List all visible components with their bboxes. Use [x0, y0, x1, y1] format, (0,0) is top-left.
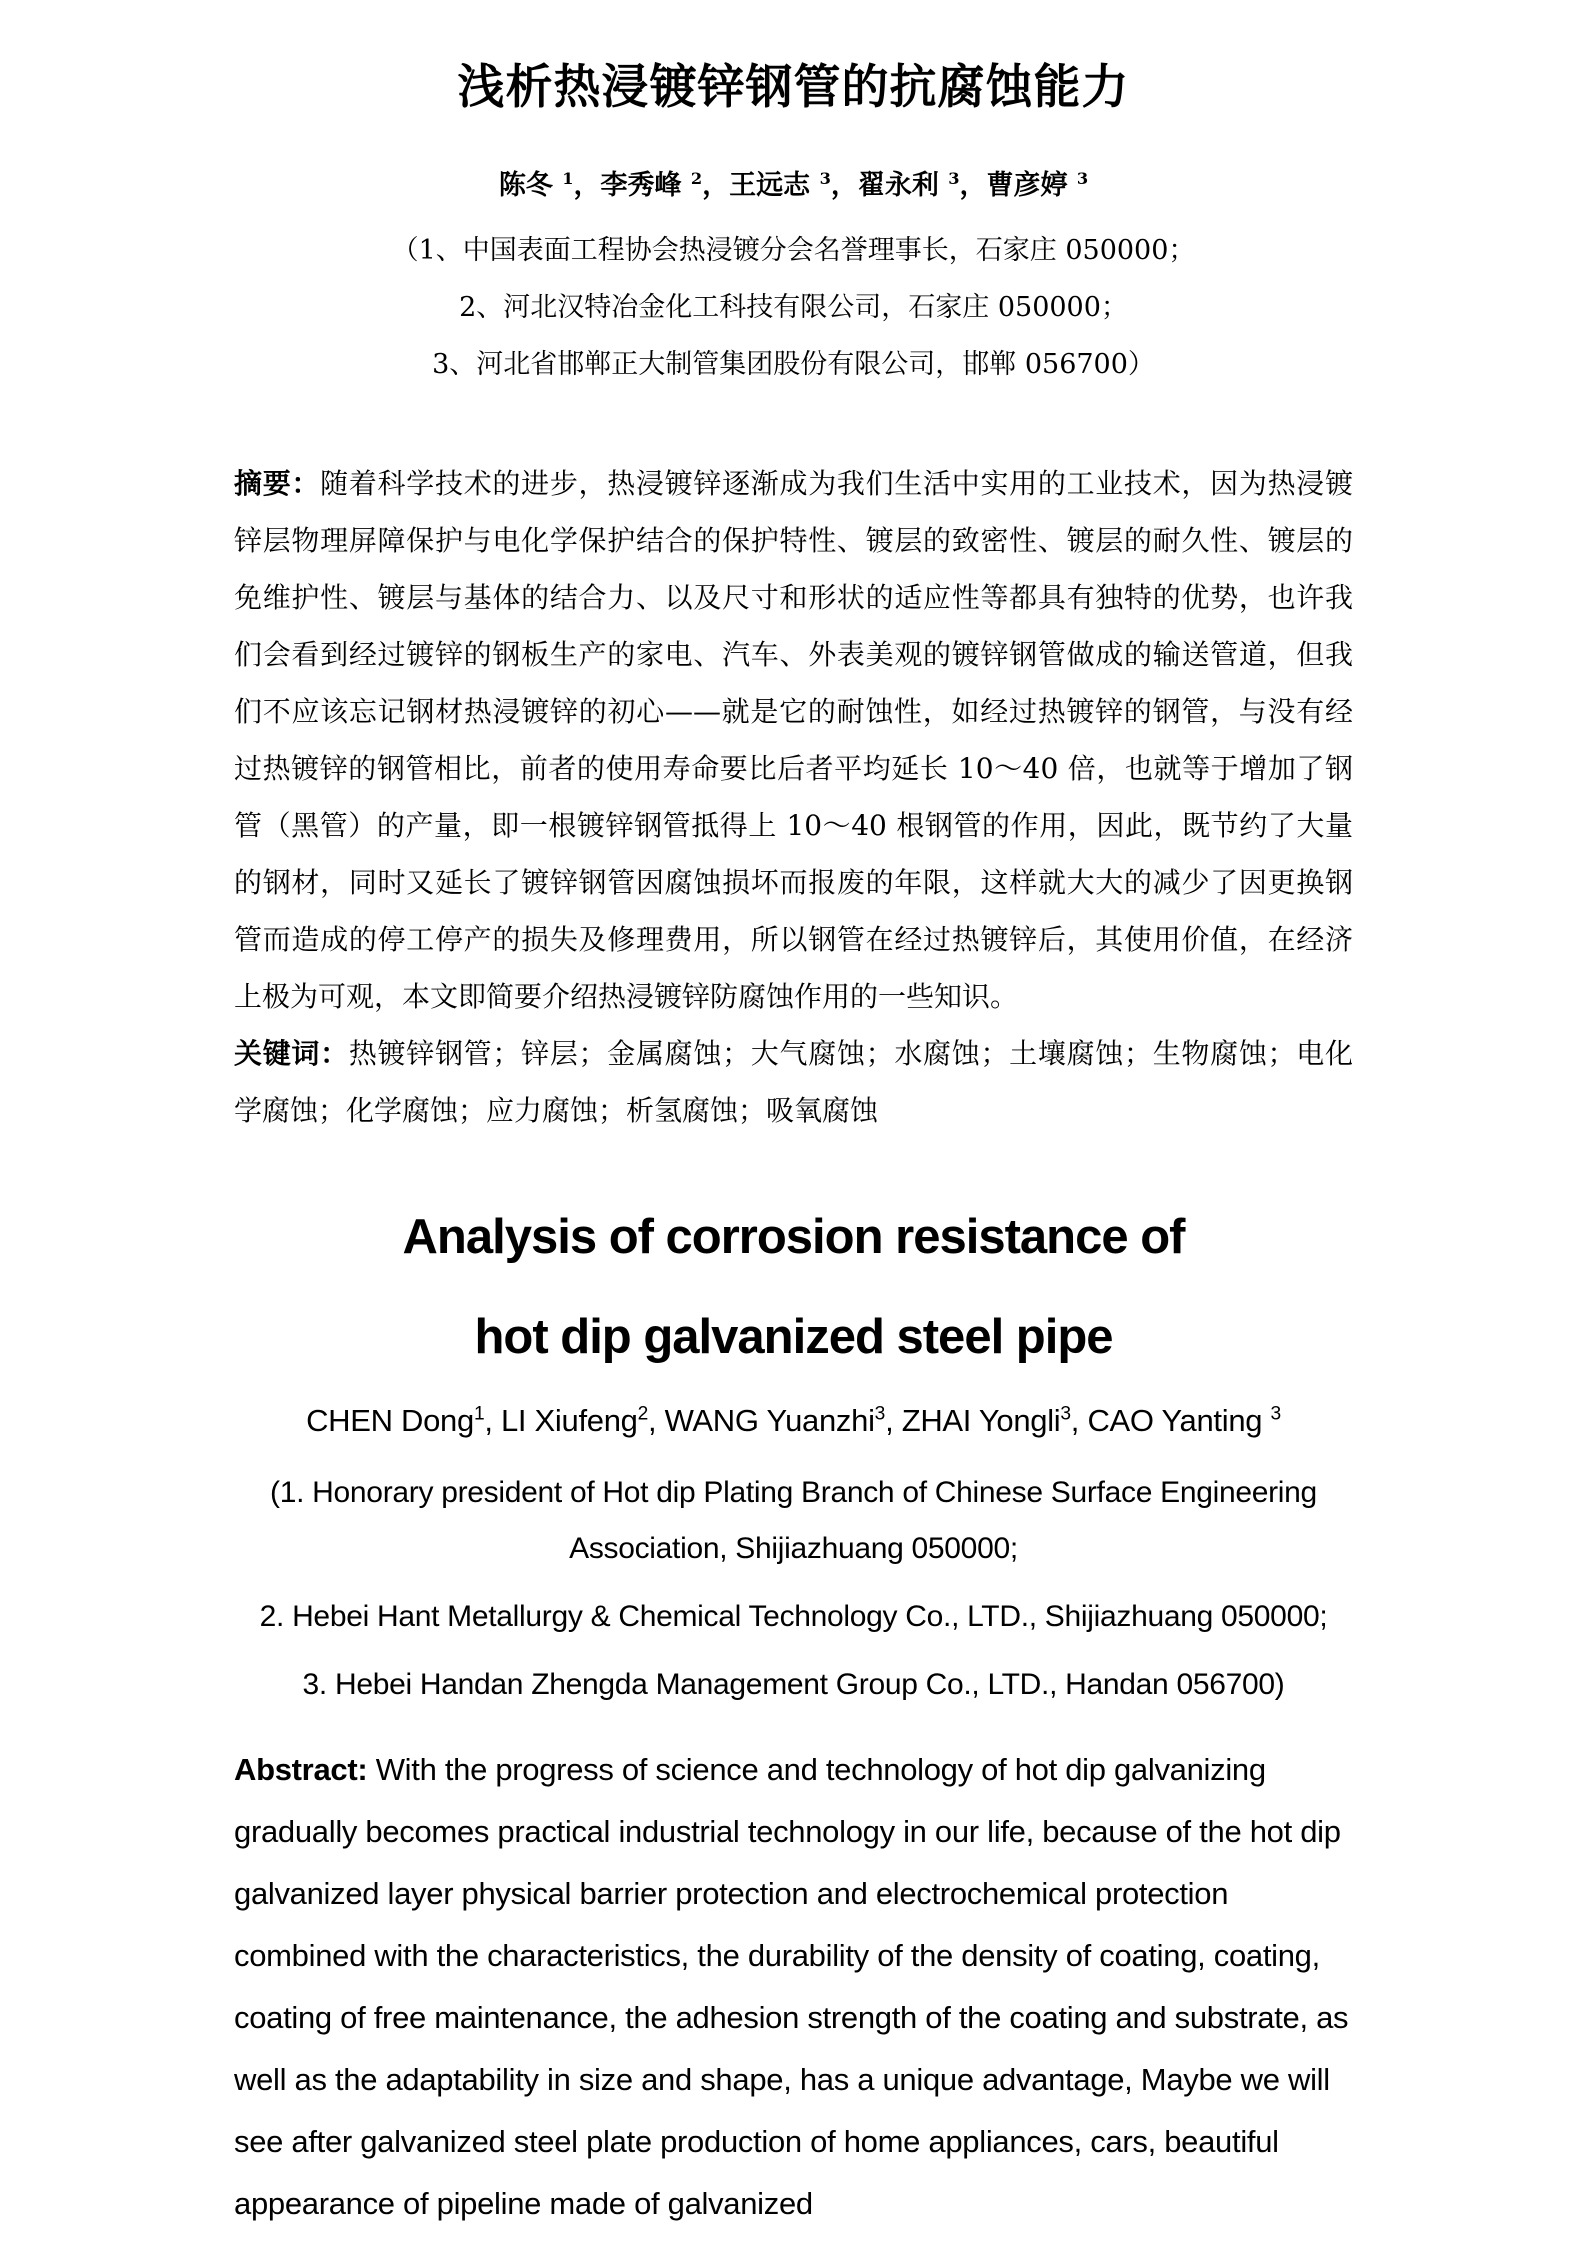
- english-affiliation-1: (1. Honorary president of Hot dip Plating Branch of Chinese Surface Engineering Association, Shijiazhuang 050000;: [270, 1476, 1317, 1565]
- chinese-affiliation-2: 2、河北汉特冶金化工科技有限公司，石家庄 050000；: [459, 292, 1128, 323]
- chinese-keywords-label: 关键词：: [234, 1037, 349, 1070]
- english-affiliation-2: 2. Hebei Hant Metallurgy & Chemical Technology Co., LTD., Shijiazhuang 050000;: [259, 1600, 1328, 1633]
- chinese-abstract-text: 随着科学技术的进步，热浸镀锌逐渐成为我们生活中实用的工业技术，因为热浸镀锌层物理屏障保护与电化学保护结合的保护特性、镀层的致密性、镀层的耐久性、镀层的免维护性、镀层与基体的结合力、以及尺寸和形状的适应性等都具有独特的优势，也许我们会看到经过镀锌的钢板生产的家电、汽车、外表美观的镀锌钢管做成的输送管道，但我们不应该忘记钢材热浸镀锌的初心——就是它的耐蚀性，如经过热镀锌的钢管，与没有经过热镀锌的钢管相比，前者的使用寿命要比后者平均延长 10～40 倍，也就等于增加了钢管（黑管）的产量，即一根镀锌钢管抵得上 10～40 根钢管的作用，因此，既节约了大量的钢材，同时又延长了镀锌钢管因腐蚀损坏而报废的年限，这样就大大的减少了因更换钢管而造成的停工停产的损失及修理费用，所以钢管在经过热镀锌后，其使用价值，在经济上极为可观，本文即简要介绍热浸镀锌防腐蚀作用的一些知识。: [234, 467, 1353, 1013]
- chinese-affiliation-3: 3、河北省邯郸正大制管集团股份有限公司，邯郸 056700）: [432, 349, 1155, 380]
- english-affiliation-3: 3. Hebei Handan Zhengda Management Group Co., LTD., Handan 056700): [302, 1668, 1285, 1701]
- chinese-affiliations: [234, 222, 1353, 393]
- chinese-abstract: [234, 455, 1353, 1025]
- english-abstract: [234, 1739, 1353, 2235]
- english-abstract-text: With the progress of science and technology of hot dip galvanizing gradually becomes practical industrial technology in our life, because of the hot dip galvanized layer physical barrier protection and electrochemical protection combined with the characteristics, the durability of the density of coating, coating, coating of free maintenance, the adhesion strength of the coating and substrate, as well as the adaptability in size and shape, has a unique advantage, Maybe we will see after galvanized steel plate production of home appliances, cars, beautiful appearance of pipeline made of galvanized: [234, 1752, 1349, 2221]
- chinese-title: 浅析热浸镀锌钢管的抗腐蚀能力: [457, 60, 1130, 115]
- english-title-line-2: hot dip galvanized steel pipe: [474, 1310, 1113, 1364]
- chinese-affiliation-1: （1、中国表面工程协会热浸镀分会名誉理事长，石家庄 050000；: [391, 235, 1196, 266]
- chinese-keywords: [234, 1025, 1353, 1139]
- english-title-line-1: Analysis of corrosion resistance of: [402, 1210, 1185, 1264]
- english-title: [234, 1187, 1353, 1387]
- chinese-author-line: 陈冬 $^1$，李秀峰 $^2$，王远志 $^3$，翟永利 $^3$，曹彦婷 $^3$: [498, 169, 1089, 201]
- english-affiliations: [234, 1465, 1353, 1713]
- english-abstract-label: Abstract:: [234, 1752, 368, 1787]
- english-author-line: CHEN Dong$^1$, LI Xiufeng$^2$, WANG Yuanzhi$^3$, ZHAI Yongli$^3$, CAO Yanting $^3$: [306, 1403, 1281, 1438]
- chinese-abstract-label: 摘要：: [234, 467, 321, 500]
- chinese-keywords-text: 热镀锌钢管；锌层；金属腐蚀；大气腐蚀；水腐蚀；土壤腐蚀；生物腐蚀；电化学腐蚀；化学腐蚀；应力腐蚀；析氢腐蚀；吸氧腐蚀: [234, 1037, 1353, 1127]
